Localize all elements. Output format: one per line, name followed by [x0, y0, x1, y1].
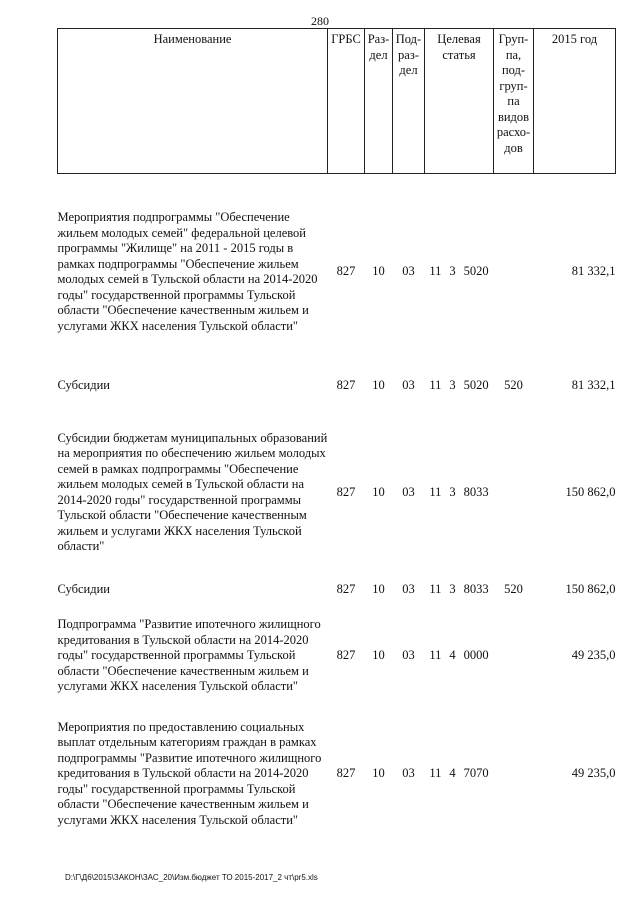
target-subprogram: 3	[449, 484, 456, 499]
row-spacer	[58, 174, 616, 211]
header-name: Наименование	[58, 29, 328, 174]
target-program: 11	[429, 264, 442, 279]
target-subprogram: 3	[449, 264, 456, 279]
row-spacer	[58, 555, 616, 582]
target-program: 11	[429, 378, 442, 392]
header-podrazdel: Под- раз- дел	[393, 29, 425, 174]
row-amount: 81 332,1	[571, 264, 616, 279]
table-row	[58, 720, 616, 829]
target-program: 11	[429, 648, 442, 662]
row-razdel: 10	[372, 264, 385, 279]
row-podrazdel: 03	[402, 766, 415, 780]
row-spacer	[58, 695, 616, 720]
target-direction: 8033	[463, 484, 489, 499]
row-grbs: 827	[336, 484, 356, 499]
row-amount: 81 332,1	[571, 378, 616, 392]
page-number: 280	[311, 14, 329, 28]
row-name: Субсидии бюджетам муниципальных образований на мероприятия по обеспечению жильем молодых семей в рамках подпрограммы "Обеспечение жильем молодых семей в Тульской области на 2014-2020 годы" государственной программы Тульской области "Обеспечение качественным жильем и услугами ЖКХ населения Тульской области"	[57, 430, 328, 553]
row-grbs: 827	[336, 766, 356, 780]
row-name: Субсидии	[57, 581, 110, 596]
row-grbs: 827	[336, 648, 356, 662]
target-direction: 5020	[463, 378, 489, 392]
row-razdel: 10	[372, 648, 385, 662]
target-subprogram: 4	[449, 766, 456, 780]
row-group	[494, 210, 534, 334]
target-subprogram: 4	[449, 648, 456, 662]
row-amount: 150 862,0	[565, 581, 616, 596]
header-razdel: Раз- дел	[365, 29, 393, 174]
row-target	[425, 582, 494, 598]
budget-table	[57, 28, 616, 828]
table-row	[58, 431, 616, 555]
target-subprogram: 3	[449, 378, 456, 392]
row-group: 520	[504, 581, 523, 596]
table-row	[58, 378, 616, 394]
row-amount: 49 235,0	[571, 648, 616, 662]
header-grbs: ГРБС	[328, 29, 365, 174]
row-podrazdel: 03	[402, 581, 415, 596]
row-name: Подпрограмма "Развитие ипотечного жилищного кредитования в Тульской области на 2014-2020 годы" государственной программы Тульской области "Обеспечение качественным жильем и услугами ЖКХ населения Тульской области"	[57, 617, 321, 693]
target-program: 11	[429, 766, 442, 780]
row-target	[425, 617, 494, 695]
target-subprogram: 3	[449, 581, 456, 596]
table-row	[58, 617, 616, 695]
target-direction: 8033	[463, 581, 489, 596]
row-name: Мероприятия подпрограммы "Обеспечение жильем молодых семей" федеральной целевой программы "Жилище" на 2011 - 2015 годы в рамках подпрограммы "Обеспечение жильем молодых семей в Тульской области на 2014-2020 годы" государственной программы Тульской области "Обеспечение качественным жильем и услугами ЖКХ населения Тульской области"	[57, 210, 318, 333]
file-path-footer: D:\Г\Д6\2015\ЗАКОН\ЗАС_20\Изм.бюджет ТО 2015-2017_2 чт\pr5.xls	[65, 873, 318, 882]
row-spacer	[58, 394, 616, 431]
row-spacer	[58, 597, 616, 617]
row-name: Мероприятия по предоставлению социальных выплат отдельным категориям граждан в рамках подпрограммы "Развитие ипотечного жилищного кредитования в Тульской области на 2014-2020 годы" государственной программы Тульской области "Обеспечение качественным жильем и услугами ЖКХ населения Тульской области"	[57, 719, 322, 827]
target-program: 11	[429, 581, 442, 596]
row-target	[425, 720, 494, 829]
row-group	[494, 431, 534, 555]
table-row	[58, 210, 616, 334]
row-target	[425, 431, 494, 555]
row-razdel: 10	[372, 378, 385, 392]
header-group: Груп- па, под- груп- па видов расхо- дов	[494, 29, 534, 174]
row-amount: 49 235,0	[571, 766, 616, 780]
row-amount: 150 862,0	[565, 484, 616, 499]
row-grbs: 827	[336, 378, 356, 392]
row-group: 520	[504, 378, 523, 392]
row-razdel: 10	[372, 484, 385, 499]
target-direction: 7070	[463, 766, 489, 780]
row-spacer	[58, 334, 616, 378]
table-row	[58, 582, 616, 598]
target-direction: 5020	[463, 264, 489, 279]
row-target	[425, 210, 494, 334]
target-program: 11	[429, 484, 442, 499]
header-year: 2015 год	[534, 29, 616, 174]
row-razdel: 10	[372, 581, 385, 596]
header-row	[58, 29, 616, 174]
row-grbs: 827	[336, 581, 356, 596]
row-grbs: 827	[336, 264, 356, 279]
row-group	[494, 720, 534, 829]
row-podrazdel: 03	[402, 484, 415, 499]
header-target: Целевая статья	[425, 29, 494, 174]
row-podrazdel: 03	[402, 648, 415, 662]
row-group	[494, 617, 534, 695]
target-direction: 0000	[463, 648, 489, 662]
row-target	[425, 378, 494, 394]
row-name: Субсидии	[57, 378, 110, 392]
row-podrazdel: 03	[402, 378, 415, 392]
row-razdel: 10	[372, 766, 385, 780]
row-podrazdel: 03	[402, 264, 415, 279]
